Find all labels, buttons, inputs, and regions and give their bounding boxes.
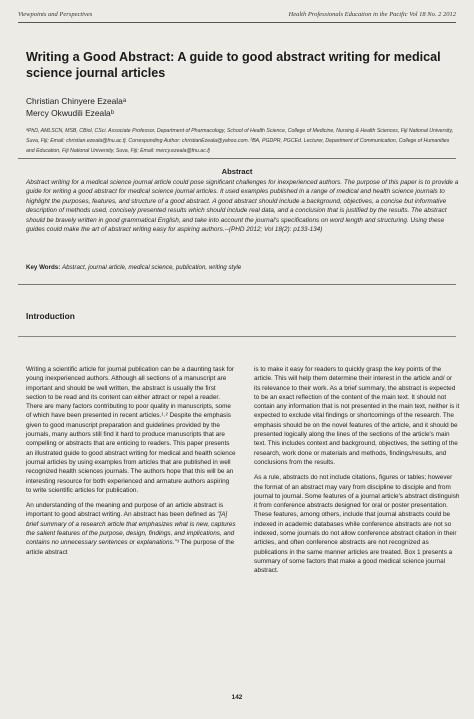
divider-rule xyxy=(18,158,456,159)
body-text: The purpose of the article abstract xyxy=(26,539,235,556)
author-affiliations: ᵃPhD, AMLSCN, MSB, CBiol, CSci. Associate Professor, Department of Pharmacology, School of Health Science, College of Medicine, Nursing & Health Sciences, Fiji National University, Suva, Fiji; Email: christian.ezeala@fnu.ac.fj. Corresponding Author: christianEzeala@yahoo.com. ᵇBA, PGDPR, PGCEd. Lecturer, Department of Communication, College of Humanities and Education, Fiji National University, Suva, Fiji; Email: mercy.ezeala@fnu.ac.fj xyxy=(26,128,454,154)
keywords-text: Abstract, journal article, medical science, publication, writing style xyxy=(62,264,242,271)
section-heading: Introduction xyxy=(26,311,75,321)
keywords-label: Key Words: xyxy=(26,264,61,271)
divider-rule xyxy=(18,284,456,285)
header-rule xyxy=(18,22,456,23)
body-paragraph: Writing a scientific article for journal publication can be a daunting task for young inexperienced authors. Although all sections of a manuscript are important and should be well written, the abstract is usually the first section to be read and its content can either attract or repel a reader. There are many factors contributing to poor quality in manuscripts, some of which have been presented in recent articles.¹˒² Despite the emphasis given to good manuscript preparation and guidelines provided by the journals, many authors still find it hard to produce manuscripts that are compelling or abstracts that are enticing to readers. This paper presents an illustrated guide to good abstract writing for medical and health science journal articles by using examples from articles that are published in well recognized health sciences journals. The authors hope that this will be an interesting resource for both experienced and armature authors aspiring to write scientific articles for publication. xyxy=(26,366,236,494)
article-title: Writing a Good Abstract: A guide to good abstract writing for medical science journal articles xyxy=(26,50,441,80)
running-header-left: Viewpoints and Perspectives xyxy=(18,11,93,18)
author-2: Mercy Okwudili Ezealaᵇ xyxy=(26,107,114,118)
body-paragraph: As a rule, abstracts do not include citations, figures or tables; however the format of an abstract may vary from discipline to disciple and from journal to journal. Some features of a journal article's abstract distinguish it from conference abstracts designed for oral or poster presentation. These features, among others, include that journal abstracts could be indexed in academic databases while conference abstracts are not so indexed, some journals do not allow conference abstract citation in their articles, and often conference abstracts are not recognized as publications in the same manner articles are treated. Box 1 presents a summary of some factors that make a good medical science journal abstract. xyxy=(254,474,460,575)
page-number: 142 xyxy=(231,694,243,701)
running-header-right: Health Professionals Education in the Pacific Vol 18 No. 2 2012 xyxy=(288,11,456,18)
quoted-definition: "[A] brief summary of a research article that emphasizes what is new, captures the salient features of the purpose, design, findings, and implications, and contains no unnecessary sentences or explanations."³ xyxy=(26,511,236,547)
body-column-left xyxy=(26,365,236,563)
body-text: An understanding of the meaning and purpose of an article abstract is important to good abstract writing. An abstract has been defined as xyxy=(26,502,224,519)
keywords-line xyxy=(26,263,460,272)
running-header xyxy=(18,11,456,21)
body-paragraph xyxy=(26,501,236,557)
abstract-text: Abstract writing for a medical science journal article could pose significant challenges for inexperienced authors. The purpose of this paper is to provide a guide for writing a good abstract for medical science journal articles. It used examples published in a range of medical and health science journals to highlight the purposes, features, and structure of a good abstract. A good abstract should include a background, objectives, a concise but informative description of methods used, concisely presented results which should include real data, and a conclusion that is justified by the results. The abstract should be bravely written in good grammatical English, and take into account the journal's specifications on word length and structuring. Using these guides could make the art of abstract writing easy for aspiring authors.--(PHD 2012; Vol 18(2): p133-134) xyxy=(26,179,459,234)
body-paragraph: is to make it easy for readers to quickly grasp the key points of the article. This will help them determine their interest in the article and/ or its relevance to their work. As a brief summary, the abstract is expected to be an exact reflection of the content of the main text. It should not contain any information that is not presented in the main text, neither is it expected to exclude vital findings or shortcomings of the research. The emphasis should be on the novel features of the article, and it should be presented logically along the lines of the sections of the article's main text. This includes context and background, objectives, the setting of the research, work done or materials and methods, findings/results, and conclusions from the results. xyxy=(254,366,460,466)
body-column-right xyxy=(254,365,460,582)
author-1: Christian Chinyere Ezealaᵃ xyxy=(26,96,126,106)
abstract-heading: Abstract xyxy=(221,167,253,176)
author-list xyxy=(26,96,126,119)
divider-rule xyxy=(18,336,456,337)
